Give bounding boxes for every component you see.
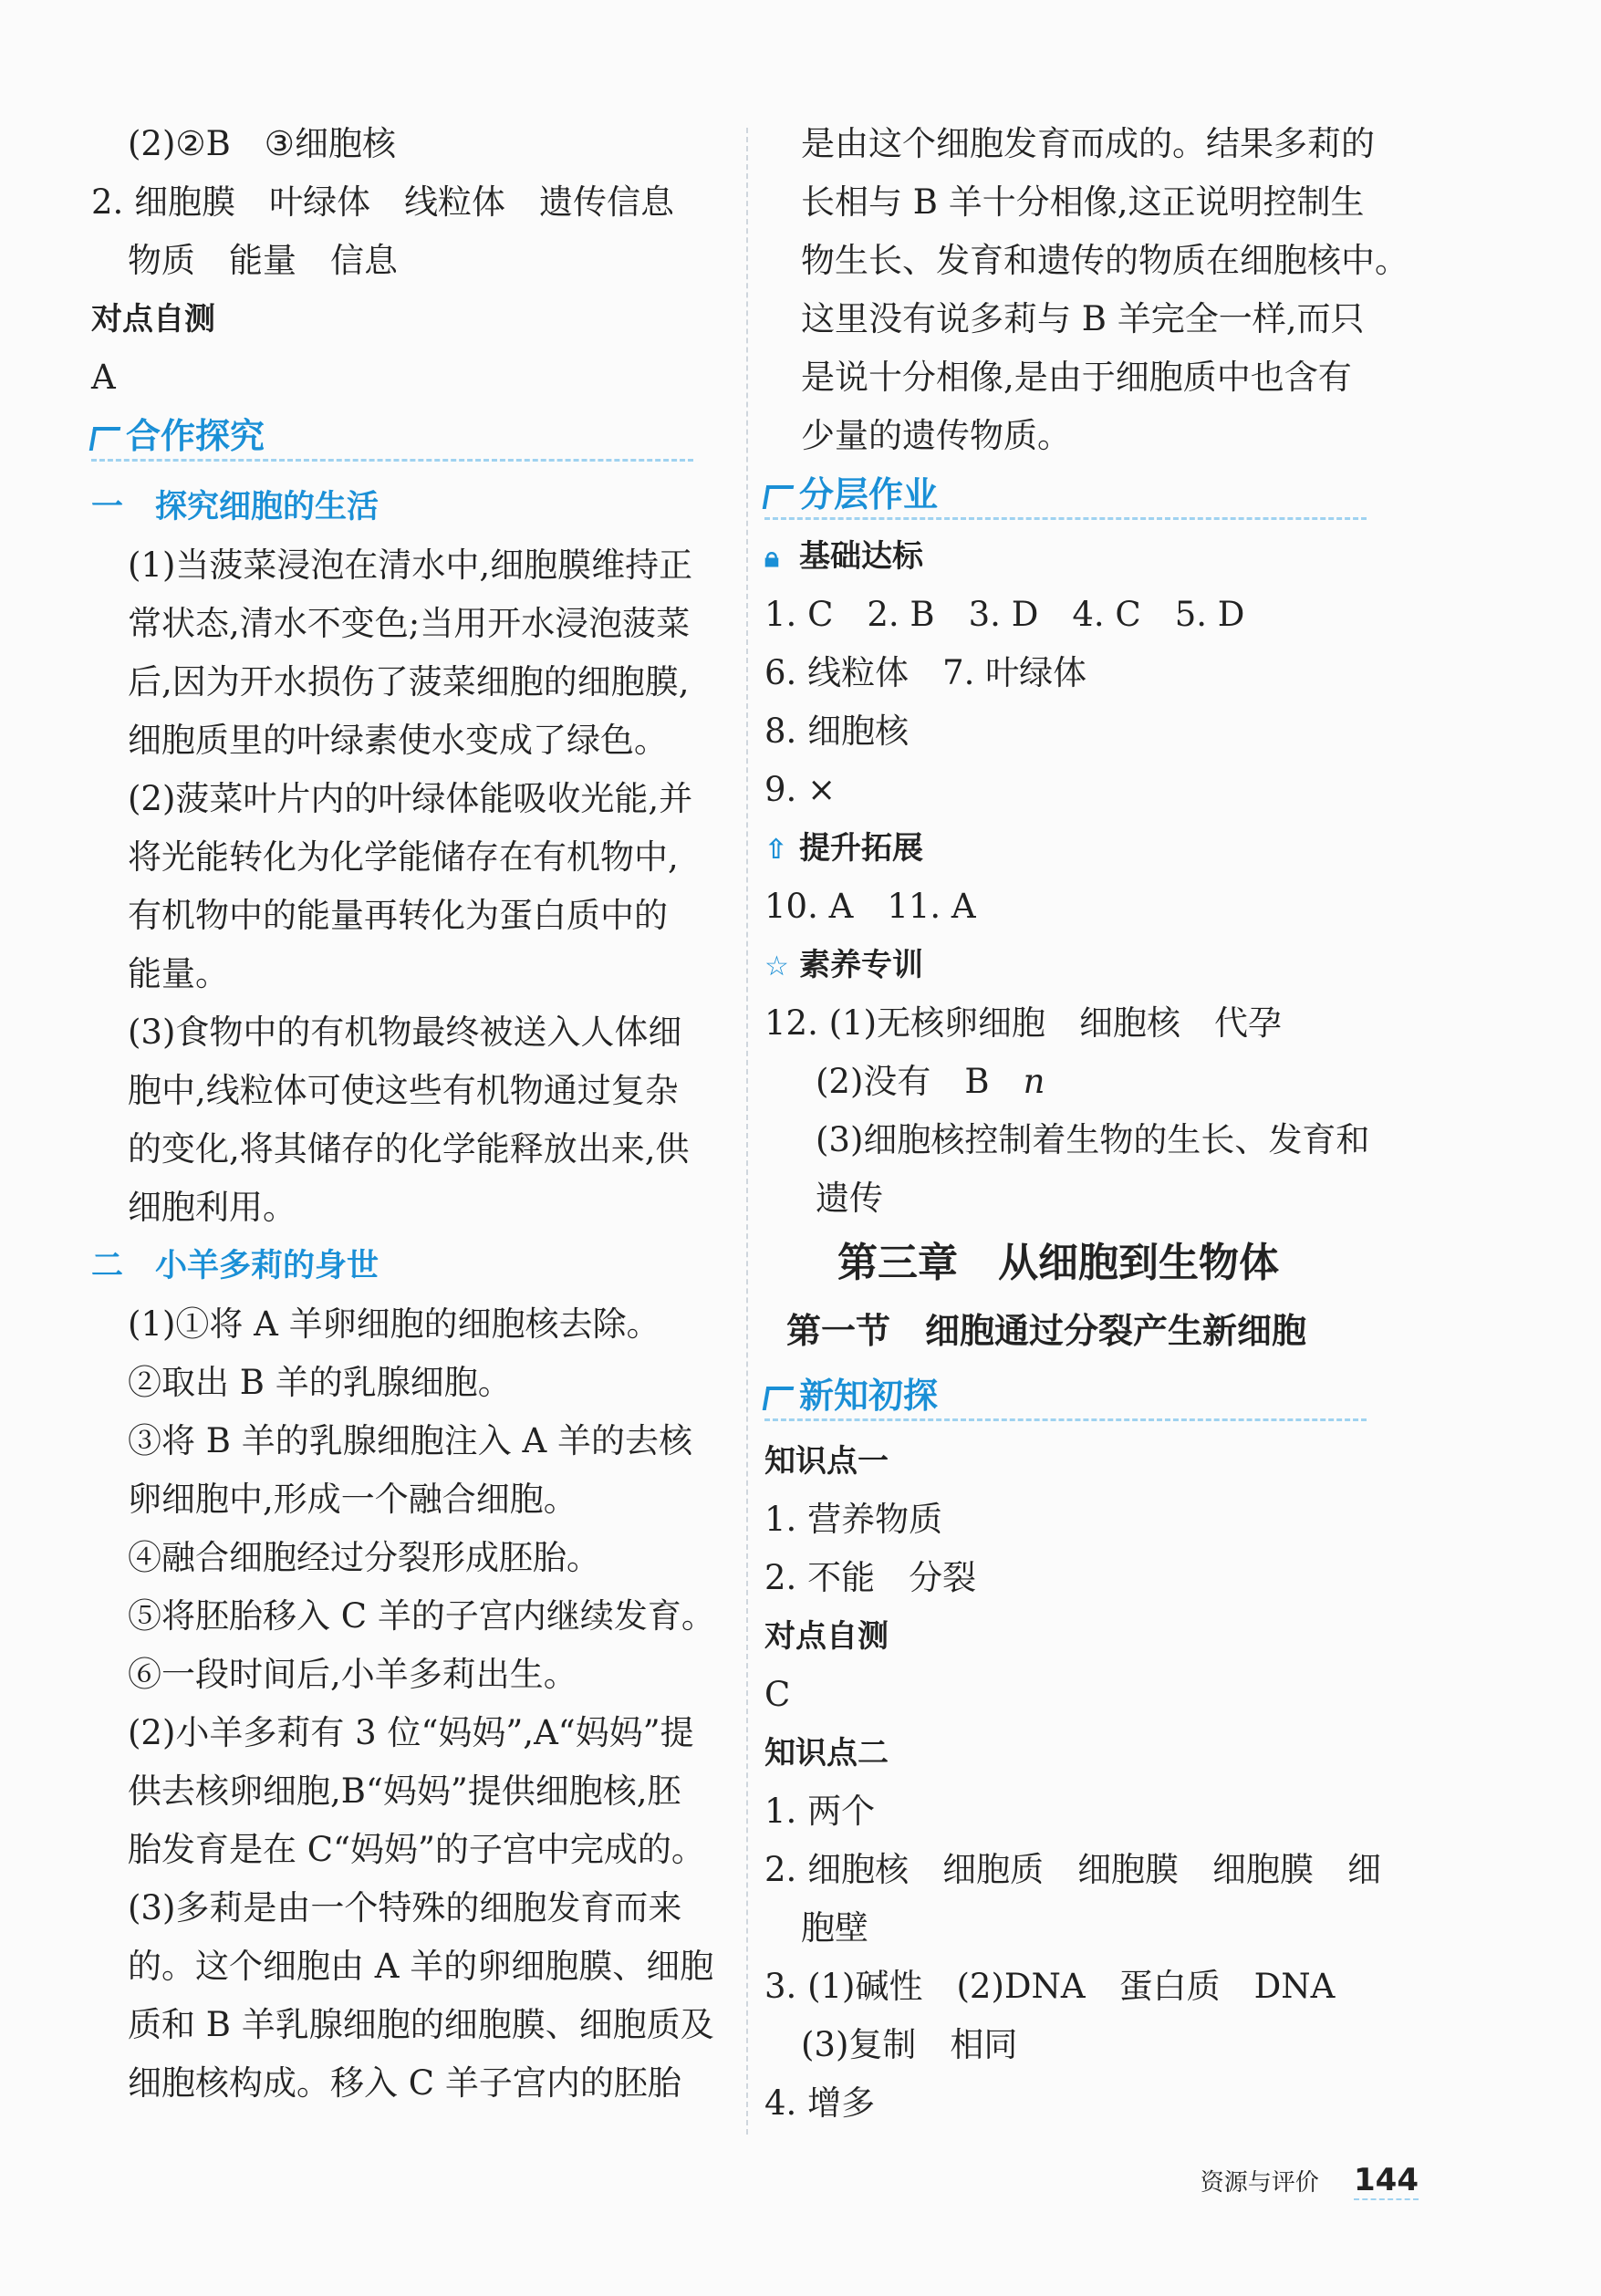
section-underline: [764, 517, 1367, 520]
chapter-title: 第三章 从细胞到生物体: [837, 1240, 1279, 1286]
knowledge-heading: 知识点一: [764, 1443, 889, 1480]
answer-line: 胞壁: [801, 1908, 868, 1948]
step-line: ⑤将胚胎移入 C 羊的子宫内继续发育。: [128, 1596, 715, 1636]
selftest-answer: A: [91, 358, 116, 397]
answer-line: 1. C 2. B 3. D 4. C 5. D: [764, 595, 1245, 634]
sub-heading-2: 二 小羊多莉的身世: [91, 1248, 379, 1284]
section-heading-homework: 分层作业: [764, 465, 938, 524]
column-divider: [746, 128, 748, 2135]
footer-text: 资源与评价: [1200, 2169, 1319, 2197]
paragraph-line: 是由这个细胞发育而成的。结果多莉的: [801, 124, 1375, 163]
paragraph-line: 细胞核构成。移入 C 羊子宫内的胚胎: [128, 2063, 681, 2103]
page-footer: [1201, 2162, 1419, 2198]
paragraph-line: 质和 B 羊乳腺细胞的细胞膜、细胞质及: [128, 2005, 714, 2044]
answer-line: 12. (1)无核卵细胞 细胞核 代孕: [764, 1003, 1283, 1043]
pencil-icon: [763, 1387, 795, 1410]
answer-line: 8. 细胞核: [764, 712, 910, 751]
step-line: ⑥一段时间后,小羊多莉出生。: [128, 1655, 577, 1694]
paragraph-line: 供去核卵细胞,B“妈妈”提供细胞核,胚: [128, 1771, 681, 1811]
answer-line: 6. 线粒体 7. 叶绿体: [764, 653, 1087, 692]
answer-line: 2. 细胞膜 叶绿体 线粒体 遗传信息: [91, 182, 675, 222]
section-underline: [764, 1418, 1367, 1421]
section-heading-new: 新知初探: [764, 1366, 938, 1425]
selftest-heading: 对点自测: [91, 301, 215, 338]
paragraph-line: 后,因为开水损伤了菠菜细胞的细胞膜,: [128, 662, 690, 701]
section-heading-explore: 合作探究: [91, 407, 265, 465]
paragraph-line: (3)食物中的有机物最终被送入人体细: [128, 1013, 682, 1052]
advance-heading: ⇧ 提升拓展: [764, 819, 923, 878]
pencil-icon: [89, 427, 121, 451]
paragraph-line: 细胞利用。: [128, 1188, 296, 1227]
basic-heading: 🔒︎ 基础达标: [764, 527, 923, 586]
answer-line: 遗传: [816, 1179, 883, 1218]
answer-line: 1. 营养物质: [764, 1500, 943, 1539]
paragraph-line: 胎发育是在 C“妈妈”的子宫中完成的。: [128, 1830, 705, 1869]
answer-line: 物质 能量 信息: [128, 241, 398, 280]
answer-line: (2)②B ③细胞核: [128, 124, 396, 163]
answer-line: (2)没有 B n: [816, 1062, 1045, 1101]
paragraph-line: 这里没有说多莉与 B 羊完全一样,而只: [801, 299, 1365, 338]
paragraph-line: 的。这个细胞由 A 羊的卵细胞膜、细胞: [128, 1947, 714, 1986]
answer-line: 4. 增多: [764, 2083, 876, 2123]
section-title: 第一节 细胞通过分裂产生新细胞: [786, 1311, 1307, 1351]
paragraph-line: (2)菠菜叶片内的叶绿体能吸收光能,并: [128, 779, 693, 818]
knowledge-heading: 知识点二: [764, 1735, 889, 1771]
paragraph-line: 是说十分相像,是由于细胞质中也含有: [801, 358, 1352, 397]
paragraph-line: 胞中,线粒体可使这些有机物通过复杂: [128, 1071, 679, 1110]
step-line: ③将 B 羊的乳腺细胞注入 A 羊的去核: [128, 1421, 692, 1460]
lock-icon: 🔒︎: [764, 542, 779, 574]
answer-line: 9. ×: [764, 770, 837, 809]
paragraph-line: 长相与 B 羊十分相像,这正说明控制生: [801, 182, 1365, 222]
answer-line: 2. 不能 分裂: [764, 1558, 977, 1597]
paragraph-line: 的变化,将其储存的化学能释放出来,供: [128, 1129, 690, 1169]
answer-line: 10. A 11. A: [764, 887, 976, 926]
paragraph-line: 将光能转化为化学能储存在有机物中,: [128, 837, 679, 877]
star-icon: ☆: [764, 951, 789, 982]
pencil-icon: [763, 485, 795, 509]
paragraph-line: 常状态,清水不变色;当用开水浸泡菠菜: [128, 604, 691, 643]
paragraph-line: 有机物中的能量再转化为蛋白质中的: [128, 896, 668, 935]
paragraph-line: 能量。: [128, 954, 229, 993]
answer-line: 3. (1)碱性 (2)DNA 蛋白质 DNA: [764, 1967, 1336, 2006]
answer-line: 1. 两个: [764, 1792, 876, 1831]
paragraph-line: 物生长、发育和遗传的物质在细胞核中。: [801, 241, 1409, 280]
arrow-up-icon: ⇧: [764, 834, 788, 866]
quality-heading: ☆ 素养专训: [764, 936, 923, 994]
paragraph-line: (2)小羊多莉有 3 位“妈妈”,A“妈妈”提: [128, 1713, 694, 1752]
section-underline: [91, 459, 693, 462]
step-line: (1)①将 A 羊卵细胞的细胞核去除。: [128, 1304, 660, 1344]
answer-line: (3)细胞核控制着生物的生长、发育和: [816, 1120, 1370, 1159]
selftest-heading: 对点自测: [764, 1618, 889, 1655]
answer-line: (3)复制 相同: [801, 2025, 1018, 2064]
sub-heading-1: 一 探究细胞的生活: [91, 489, 379, 525]
paragraph-line: (3)多莉是由一个特殊的细胞发育而来: [128, 1888, 682, 1927]
step-line: ②取出 B 羊的乳腺细胞。: [128, 1363, 512, 1402]
paragraph-line: 少量的遗传物质。: [801, 416, 1071, 455]
answer-line: 2. 细胞核 细胞质 细胞膜 细胞膜 细: [764, 1850, 1382, 1889]
paragraph-line: 细胞质里的叶绿素使水变成了绿色。: [128, 721, 668, 760]
step-line: 卵细胞中,形成一个融合细胞。: [128, 1480, 577, 1519]
paragraph-line: (1)当菠菜浸泡在清水中,细胞膜维持正: [128, 545, 693, 585]
selftest-answer: C: [764, 1675, 791, 1714]
page-number: 144: [1354, 2162, 1419, 2198]
step-line: ④融合细胞经过分裂形成胚胎。: [128, 1538, 600, 1577]
